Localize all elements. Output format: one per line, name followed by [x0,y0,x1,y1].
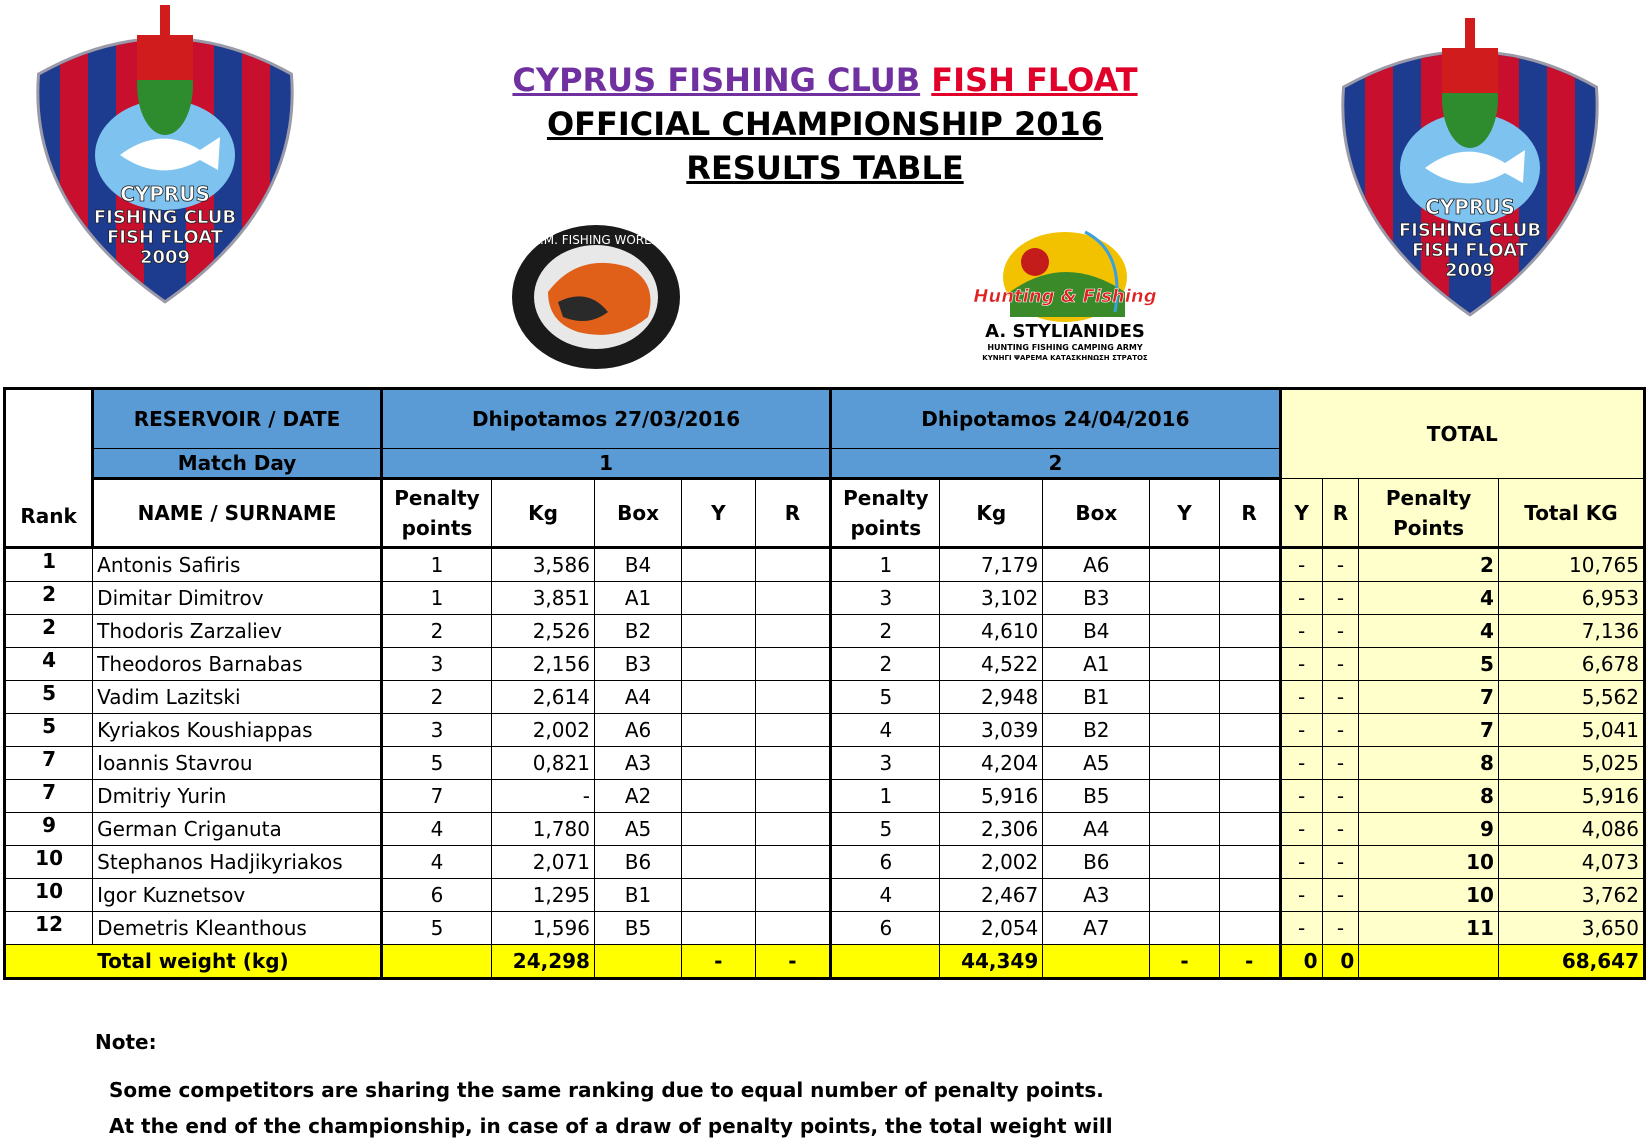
club-crest-logo-left [30,5,300,305]
name-cell: Dimitar Dimitrov [93,582,382,615]
y-2-cell [1150,747,1219,780]
r-2-cell [1219,615,1280,648]
total-kg-cell: 5,025 [1498,747,1644,780]
r-2-cell [1219,548,1280,582]
results-table [3,387,1646,980]
box-2-cell: B2 [1043,714,1150,747]
penalty-1-cell: 7 [381,780,491,813]
y-1-cell [682,615,755,648]
box-2-cell: B5 [1043,780,1150,813]
penalty-2-cell: 4 [831,879,940,912]
total-r-cell: - [1322,714,1359,747]
total-y-cell: - [1280,813,1322,846]
rank-cell: 7 [5,747,93,780]
rank-cell: 1 [5,548,93,582]
totals-r-total: 0 [1322,945,1359,979]
total-y-cell: - [1280,912,1322,945]
penalty-1-cell: 5 [381,747,491,780]
name-cell: Dmitriy Yurin [93,780,382,813]
col-header-penalty-1: Penalty points [381,479,491,548]
hunting-fishing-logo [965,222,1165,380]
total-y-cell: - [1280,780,1322,813]
name-cell: Igor Kuznetsov [93,879,382,912]
total-r-cell: - [1322,615,1359,648]
penalty-total-cell: 4 [1359,582,1499,615]
totals-penalty-total [1359,945,1499,979]
col-header-y-2: Y [1150,479,1219,548]
box-2-cell: A6 [1043,548,1150,582]
r-1-cell [755,548,831,582]
box-2-cell: A4 [1043,813,1150,846]
box-1-cell: A3 [594,747,681,780]
y-2-cell [1150,582,1219,615]
kg-2-cell: 3,102 [940,582,1043,615]
total-r-cell: - [1322,747,1359,780]
total-y-cell: - [1280,846,1322,879]
kg-2-cell: 4,522 [940,648,1043,681]
club-crest-logo-right [1335,18,1605,318]
y-1-cell [682,648,755,681]
col-header-kg-2: Kg [940,479,1043,548]
rank-cell: 2 [5,615,93,648]
y-2-cell [1150,846,1219,879]
col-header-name: NAME / SURNAME [93,479,382,548]
kg-2-cell: 2,306 [940,813,1043,846]
kg-1-cell: - [492,780,595,813]
penalty-2-cell: 2 [831,615,940,648]
box-2-cell: A7 [1043,912,1150,945]
y-1-cell [682,879,755,912]
col-header-r-1: R [755,479,831,548]
y-2-cell [1150,648,1219,681]
total-kg-cell: 6,953 [1498,582,1644,615]
match-day-label: Match Day [93,449,382,479]
total-kg-cell: 5,041 [1498,714,1644,747]
total-kg-cell: 5,562 [1498,681,1644,714]
page-title-block [420,58,1230,190]
total-r-cell: - [1322,681,1359,714]
match2-reservoir-date: Dhipotamos 24/04/2016 [831,389,1280,449]
kg-1-cell: 3,851 [492,582,595,615]
kg-1-cell: 2,002 [492,714,595,747]
kg-1-cell: 1,596 [492,912,595,945]
r-1-cell [755,648,831,681]
col-header-penalty-2: Penalty points [831,479,940,548]
name-cell: Demetris Kleanthous [93,912,382,945]
y-1-cell [682,912,755,945]
kg-1-cell: 2,071 [492,846,595,879]
hunting-sub: HUNTING FISHING CAMPING ARMY [987,343,1143,352]
total-kg-cell: 3,762 [1498,879,1644,912]
table-row [5,548,1645,582]
col-header-total: TOTAL [1280,389,1644,479]
totals-total-kg: 68,647 [1498,945,1644,979]
y-2-cell [1150,780,1219,813]
crest-text-cyprus: CYPRUS [120,182,210,206]
rank-cell: 10 [5,879,93,912]
kg-2-cell: 5,916 [940,780,1043,813]
rank-cell: 4 [5,648,93,681]
penalty-1-cell: 5 [381,912,491,945]
r-2-cell [1219,879,1280,912]
table-row [5,780,1645,813]
rank-cell: 5 [5,681,93,714]
box-1-cell: A5 [594,813,681,846]
table-row [5,813,1645,846]
title-club-name: CYPRUS FISHING CLUB [512,61,921,99]
championship-title: OFFICIAL CHAMPIONSHIP 2016 [546,105,1104,143]
r-2-cell [1219,846,1280,879]
total-y-cell: - [1280,681,1322,714]
totals-r-2: - [1219,945,1280,979]
penalty-1-cell: 3 [381,714,491,747]
totals-penalty-1 [381,945,491,979]
total-r-cell: - [1322,582,1359,615]
total-kg-cell: 4,086 [1498,813,1644,846]
penalty-total-cell: 2 [1359,548,1499,582]
totals-label: Total weight (kg) [5,945,382,979]
total-kg-cell: 5,916 [1498,780,1644,813]
crest-text-club: FISHING CLUB [1398,220,1542,241]
kg-1-cell: 2,156 [492,648,595,681]
kg-1-cell: 2,526 [492,615,595,648]
y-2-cell [1150,912,1219,945]
am-fishing-world-logo [508,222,684,372]
total-y-cell: - [1280,747,1322,780]
total-y-cell: - [1280,548,1322,582]
col-header-r-2: R [1219,479,1280,548]
notes-line-1: Some competitors are sharing the same ranking due to equal number of penalty points. [109,1078,1104,1102]
results-table-title: RESULTS TABLE [686,149,964,187]
total-y-cell: - [1280,714,1322,747]
y-2-cell [1150,813,1219,846]
total-y-cell: - [1280,615,1322,648]
y-1-cell [682,582,755,615]
am-fishing-text: A.M. FISHING WORLD [531,233,661,247]
total-kg-cell: 4,073 [1498,846,1644,879]
y-1-cell [682,681,755,714]
table-row [5,615,1645,648]
r-2-cell [1219,582,1280,615]
y-2-cell [1150,879,1219,912]
r-1-cell [755,780,831,813]
penalty-1-cell: 2 [381,615,491,648]
y-1-cell [682,846,755,879]
penalty-1-cell: 4 [381,846,491,879]
crest-text-club: FISHING CLUB [93,207,237,228]
total-kg-cell: 10,765 [1498,548,1644,582]
penalty-2-cell: 5 [831,813,940,846]
rank-cell: 9 [5,813,93,846]
kg-2-cell: 7,179 [940,548,1043,582]
name-cell: Antonis Safiris [93,548,382,582]
box-1-cell: B2 [594,615,681,648]
penalty-1-cell: 2 [381,681,491,714]
totals-box-1 [594,945,681,979]
box-2-cell: A5 [1043,747,1150,780]
box-2-cell: B4 [1043,615,1150,648]
box-1-cell: A2 [594,780,681,813]
kg-2-cell: 3,039 [940,714,1043,747]
totals-y-1: - [682,945,755,979]
notes-line-2: At the end of the championship, in case of a draw of penalty points, the total weight will [109,1114,1113,1138]
y-2-cell [1150,615,1219,648]
box-1-cell: B4 [594,548,681,582]
box-2-cell: B3 [1043,582,1150,615]
penalty-1-cell: 6 [381,879,491,912]
r-1-cell [755,912,831,945]
y-1-cell [682,548,755,582]
box-1-cell: B6 [594,846,681,879]
penalty-2-cell: 3 [831,747,940,780]
total-y-cell: - [1280,879,1322,912]
penalty-2-cell: 1 [831,548,940,582]
kg-2-cell: 2,054 [940,912,1043,945]
crest-text-float: FISH FLOAT [1411,240,1529,261]
notes-section [95,1030,1113,1144]
penalty-1-cell: 1 [381,548,491,582]
crest-text-year: 2009 [1444,260,1496,281]
table-row [5,846,1645,879]
penalty-1-cell: 3 [381,648,491,681]
name-cell: German Criganuta [93,813,382,846]
col-header-reservoir: RESERVOIR / DATE [93,389,382,449]
r-2-cell [1219,747,1280,780]
totals-row [5,945,1645,979]
penalty-total-cell: 8 [1359,747,1499,780]
penalty-2-cell: 4 [831,714,940,747]
match2-day: 2 [831,449,1280,479]
y-1-cell [682,747,755,780]
match1-reservoir-date: Dhipotamos 27/03/2016 [381,389,830,449]
rank-cell: 12 [5,912,93,945]
crest-text-float: FISH FLOAT [106,227,224,248]
box-2-cell: B1 [1043,681,1150,714]
penalty-total-cell: 10 [1359,846,1499,879]
page-title [420,58,1230,102]
kg-2-cell: 2,467 [940,879,1043,912]
r-2-cell [1219,813,1280,846]
penalty-total-cell: 4 [1359,615,1499,648]
penalty-total-cell: 7 [1359,714,1499,747]
totals-kg-2: 44,349 [940,945,1043,979]
penalty-2-cell: 3 [831,582,940,615]
crest-text-year: 2009 [139,247,191,268]
box-2-cell: A1 [1043,648,1150,681]
penalty-total-cell: 10 [1359,879,1499,912]
table-row [5,912,1645,945]
name-cell: Ioannis Stavrou [93,747,382,780]
col-header-kg-1: Kg [492,479,595,548]
y-1-cell [682,780,755,813]
totals-y-2: - [1150,945,1219,979]
col-header-box-2: Box [1043,479,1150,548]
penalty-2-cell: 6 [831,912,940,945]
hunting-text: Hunting & Fishing [973,286,1157,307]
r-2-cell [1219,681,1280,714]
r-1-cell [755,615,831,648]
y-2-cell [1150,548,1219,582]
rank-cell: 7 [5,780,93,813]
box-1-cell: B5 [594,912,681,945]
penalty-2-cell: 2 [831,648,940,681]
y-2-cell [1150,714,1219,747]
totals-kg-1: 24,298 [492,945,595,979]
totals-r-1: - [755,945,831,979]
table-row [5,879,1645,912]
col-header-total-y: Y [1280,479,1322,548]
totals-penalty-2 [831,945,940,979]
name-cell: Stephanos Hadjikyriakos [93,846,382,879]
r-2-cell [1219,648,1280,681]
col-header-y-1: Y [682,479,755,548]
penalty-total-cell: 9 [1359,813,1499,846]
name-cell: Theodoros Barnabas [93,648,382,681]
name-cell: Thodoris Zarzaliev [93,615,382,648]
rank-cell: 5 [5,714,93,747]
penalty-total-cell: 8 [1359,780,1499,813]
total-r-cell: - [1322,912,1359,945]
penalty-1-cell: 1 [381,582,491,615]
table-row [5,681,1645,714]
kg-2-cell: 4,204 [940,747,1043,780]
r-2-cell [1219,780,1280,813]
col-header-rank: Rank [5,389,93,548]
r-1-cell [755,714,831,747]
total-kg-cell: 7,136 [1498,615,1644,648]
penalty-1-cell: 4 [381,813,491,846]
r-1-cell [755,681,831,714]
match1-day: 1 [381,449,830,479]
box-1-cell: B1 [594,879,681,912]
kg-2-cell: 4,610 [940,615,1043,648]
total-r-cell: - [1322,813,1359,846]
penalty-2-cell: 1 [831,780,940,813]
box-2-cell: B6 [1043,846,1150,879]
name-cell: Kyriakos Koushiappas [93,714,382,747]
table-row [5,747,1645,780]
total-y-cell: - [1280,582,1322,615]
r-2-cell [1219,912,1280,945]
hunting-sub-gr: ΚΥΝΗΓΙ ΨΑΡΕΜΑ ΚΑΤΑΣΚΗΝΩΣΗ ΣΤΡΑΤΟΣ [982,354,1148,362]
crest-text-cyprus: CYPRUS [1425,195,1515,219]
col-header-box-1: Box [594,479,681,548]
kg-1-cell: 1,780 [492,813,595,846]
totals-y-total: 0 [1280,945,1322,979]
box-1-cell: A4 [594,681,681,714]
kg-1-cell: 3,586 [492,548,595,582]
total-r-cell: - [1322,648,1359,681]
box-1-cell: A6 [594,714,681,747]
r-2-cell [1219,714,1280,747]
r-1-cell [755,879,831,912]
box-2-cell: A3 [1043,879,1150,912]
r-1-cell [755,582,831,615]
name-cell: Vadim Lazitski [93,681,382,714]
penalty-total-cell: 11 [1359,912,1499,945]
y-1-cell [682,813,755,846]
r-1-cell [755,813,831,846]
col-header-total-r: R [1322,479,1359,548]
y-1-cell [682,714,755,747]
total-kg-cell: 6,678 [1498,648,1644,681]
rank-cell: 2 [5,582,93,615]
table-row [5,648,1645,681]
kg-2-cell: 2,948 [940,681,1043,714]
r-1-cell [755,846,831,879]
box-1-cell: B3 [594,648,681,681]
table-row [5,714,1645,747]
penalty-2-cell: 6 [831,846,940,879]
box-1-cell: A1 [594,582,681,615]
rank-cell: 10 [5,846,93,879]
y-2-cell [1150,681,1219,714]
col-header-penalty-total: Penalty Points [1359,479,1499,548]
col-header-total-kg: Total KG [1498,479,1644,548]
totals-box-2 [1043,945,1150,979]
total-y-cell: - [1280,648,1322,681]
kg-2-cell: 2,002 [940,846,1043,879]
total-r-cell: - [1322,548,1359,582]
penalty-total-cell: 7 [1359,681,1499,714]
kg-1-cell: 2,614 [492,681,595,714]
notes-title: Note: [95,1030,157,1054]
kg-1-cell: 1,295 [492,879,595,912]
total-r-cell: - [1322,846,1359,879]
r-1-cell [755,747,831,780]
results-rows [5,548,1645,945]
total-kg-cell: 3,650 [1498,912,1644,945]
title-fish-float: FISH FLOAT [931,61,1138,99]
table-row [5,582,1645,615]
kg-1-cell: 0,821 [492,747,595,780]
penalty-2-cell: 5 [831,681,940,714]
total-r-cell: - [1322,780,1359,813]
hunting-name: A. STYLIANIDES [985,321,1145,342]
penalty-total-cell: 5 [1359,648,1499,681]
total-r-cell: - [1322,879,1359,912]
